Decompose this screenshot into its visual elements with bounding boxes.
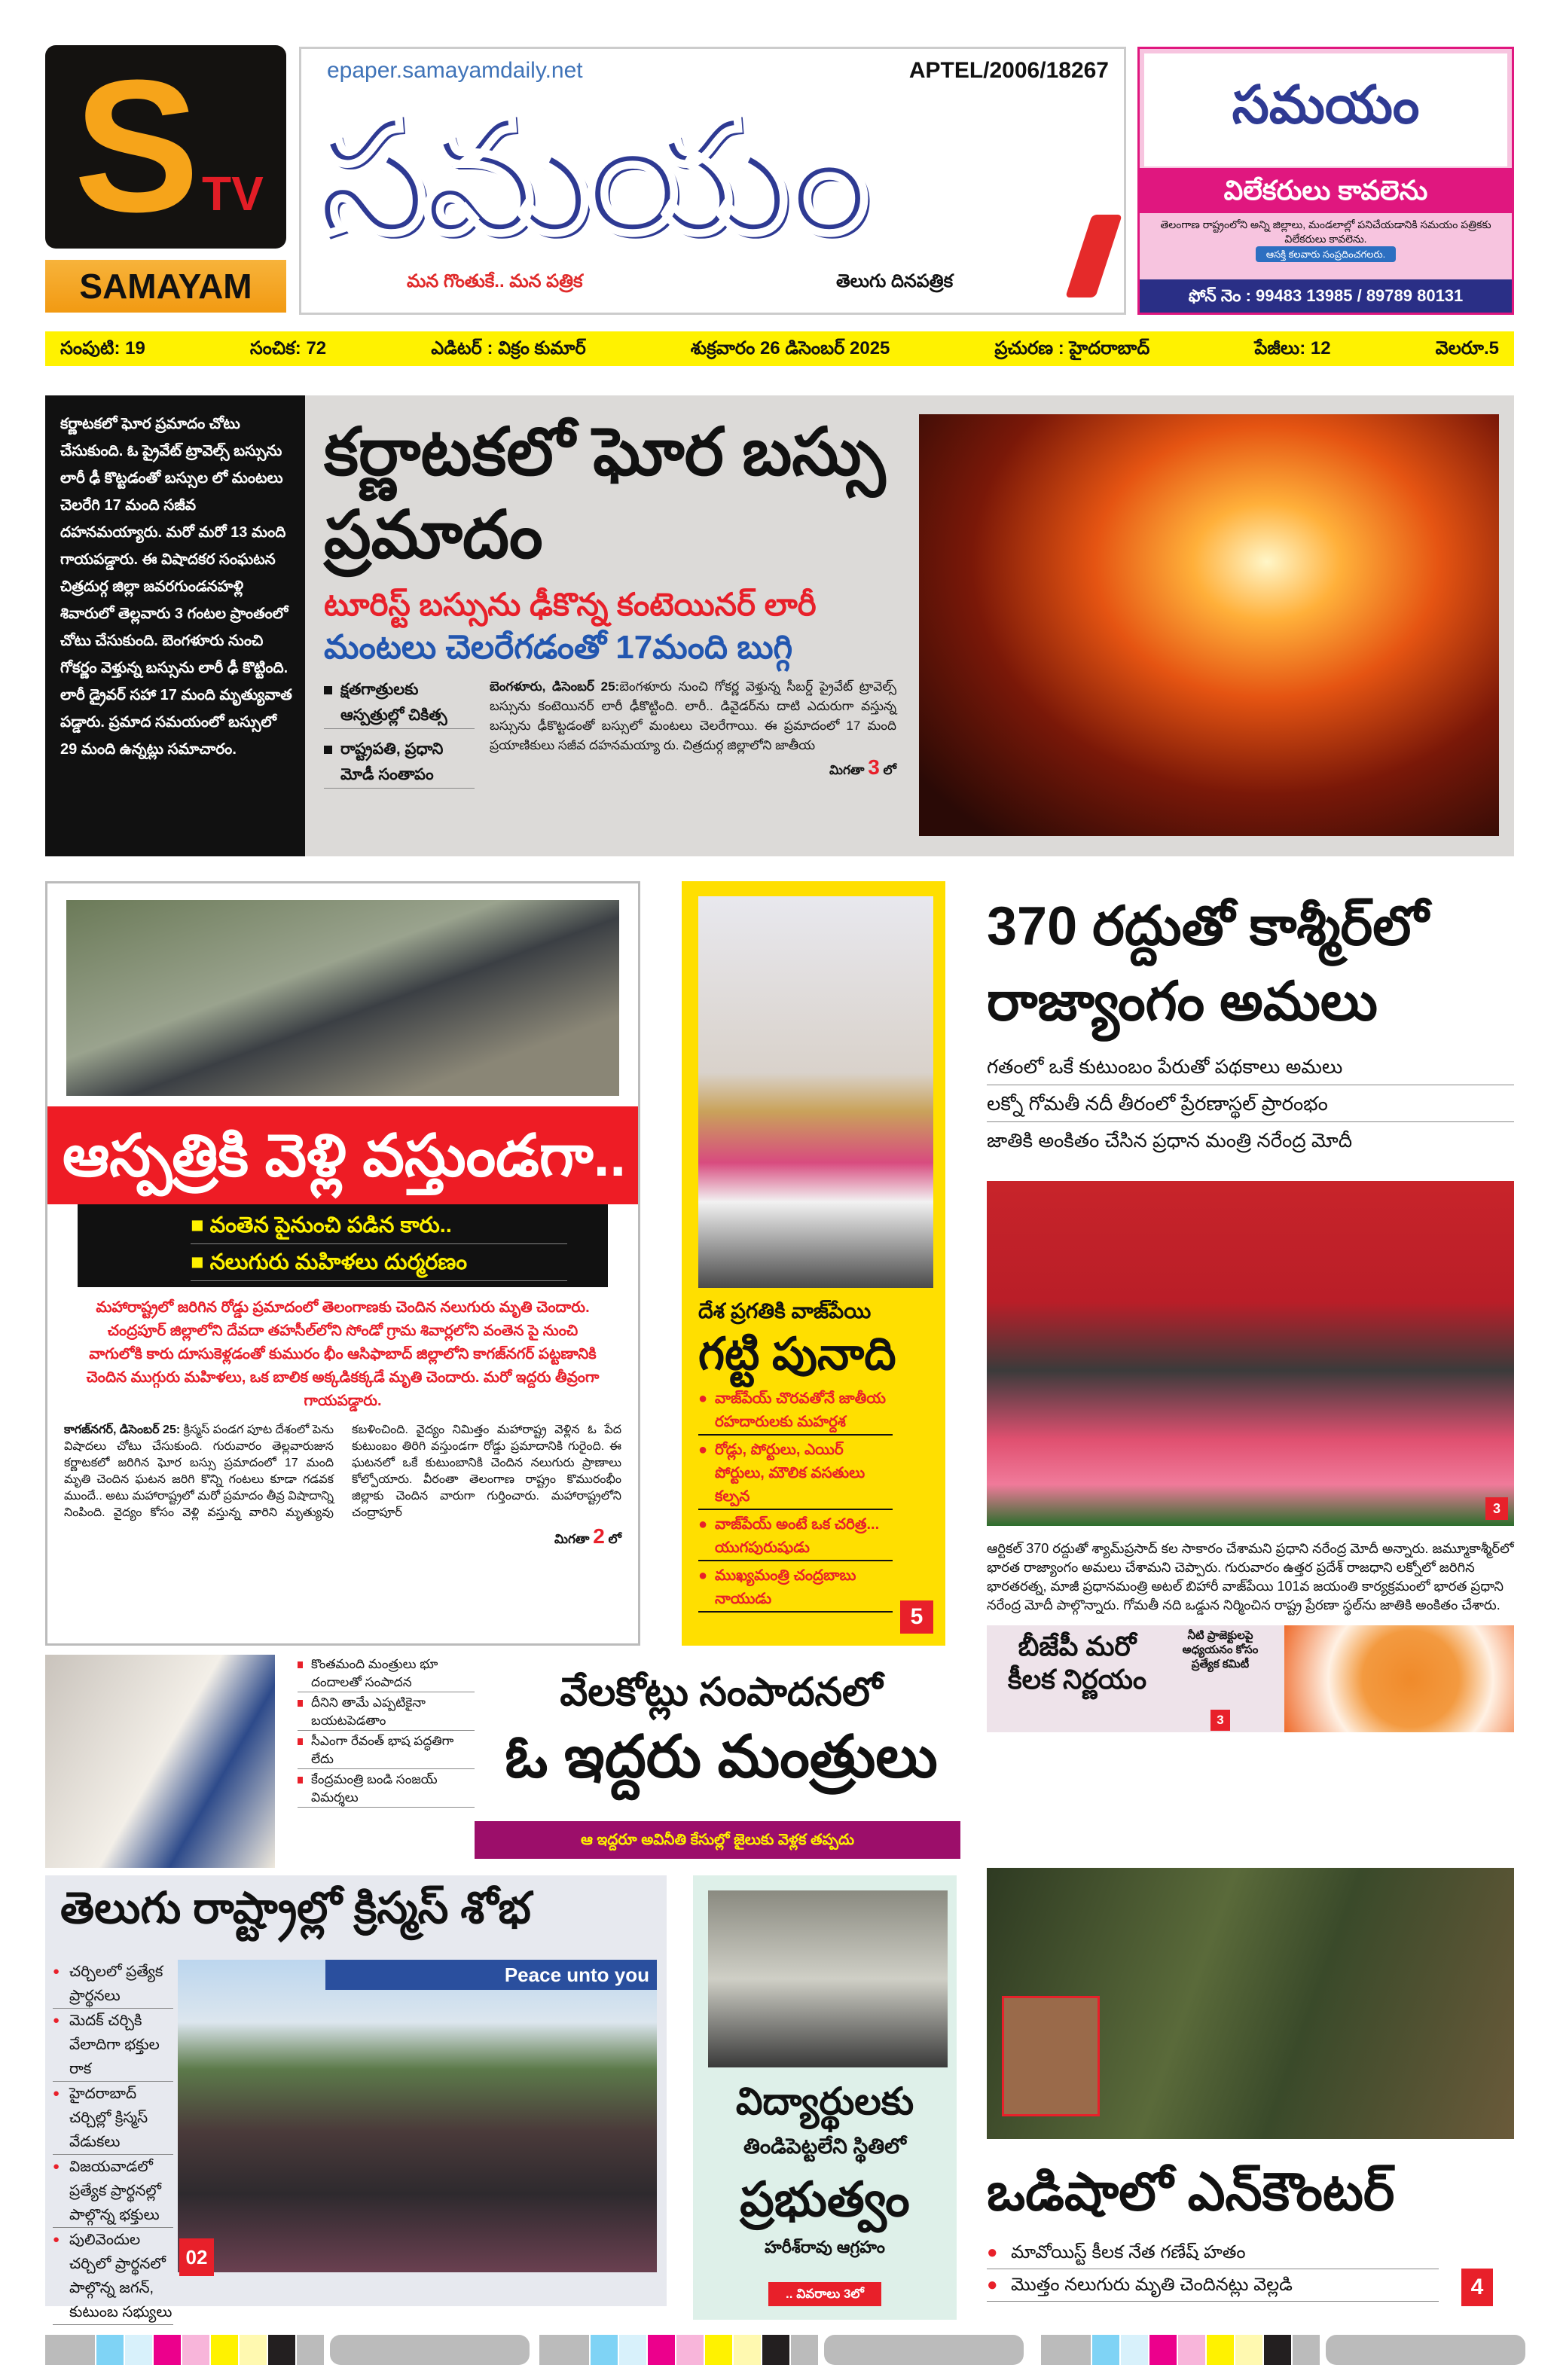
bus-fire-photo — [919, 414, 1499, 836]
christmas-bullets — [53, 1960, 173, 2325]
ad-phone: ఫోన్ నెం : 99483 13985 / 89789 80131 — [1140, 279, 1512, 313]
kashmir-subhead: జాతికి అంకితం చేసిన ప్రధాన మంత్రి నరేంద్ర మోదీ — [987, 1129, 1353, 1152]
stv-logo — [45, 41, 286, 316]
continued-suffix: లో — [883, 763, 896, 777]
editor: ఎడిటర్ : విక్రం కుమార్ — [431, 338, 586, 359]
bjp-headline[interactable]: బీజేపీ మరో కీలక నిర్ణయం — [1007, 1631, 1147, 1695]
page-ref-badge[interactable]: 5 — [900, 1600, 933, 1634]
kashmir-subheads — [987, 1048, 1514, 1158]
color-swatch — [45, 2335, 95, 2365]
bjp-story[interactable] — [987, 1625, 1514, 1732]
edition: ప్రచురణ : హైదరాబాద్ — [994, 338, 1150, 359]
color-registration-bars — [45, 2335, 1514, 2365]
dateline: కాగజ్‌నగర్, డిసెంబర్ 25: — [64, 1423, 181, 1436]
ad-text: తెలంగాణ రాష్ట్రంలోని అన్ని జిల్లాలు, మండలాల్లో పనిచేయడానికి సమయం పత్రికకు విలేకరులు కావలెను. — [1160, 218, 1491, 245]
christmas-bullet: ● చర్చిలలో ప్రత్యేక ప్రార్థనలు — [53, 1960, 173, 2009]
christmas-bullet: ● పులివెందుల చర్చిలో ప్రార్థనలో పాల్గొన్న జగన్, కుటుంబ సభ్యులు — [53, 2228, 173, 2325]
gray-bar — [1326, 2335, 1525, 2365]
minister-kicker: వేలకోట్లు సంపాదనలో — [560, 1671, 883, 1714]
encounter-bullet: ● మావోయిస్ట్ కీలక నేత గణేష్ హతం — [987, 2237, 1439, 2269]
vajpayee-bullet: ● రోడ్లు, పోర్టులు, ఎయిర్ పోర్టులు, మౌలిక వసతులు కల్పన — [698, 1439, 893, 1510]
students-headline-1[interactable]: విద్యార్థులకు — [735, 2080, 914, 2122]
bandi-sanjay-photo — [45, 1655, 275, 1868]
lead-body — [490, 677, 896, 796]
details-link[interactable]: .. వివరాలు 3లో — [768, 2282, 881, 2306]
harish-rao-students-photo — [708, 1890, 948, 2067]
page-ref-badge[interactable]: 3 — [1210, 1710, 1230, 1731]
kashmir-subhead: లక్నో గోమతీ నదీ తీరంలో ప్రేరణాస్థల్ ప్రారంభం — [987, 1085, 1514, 1122]
pen-nib-icon — [1065, 215, 1122, 298]
lead-subhead-blue: మంటలు చెలరేగడంతో 17మంది బుగ్గి — [324, 629, 793, 666]
price: వెలరూ.5 — [1435, 338, 1499, 359]
vajpayee-bullet: ● వాజ్‌పేయ్ చొరవతోనే జాతీయ రహదారులకు మహర్దశ — [698, 1387, 893, 1436]
masthead — [299, 47, 1126, 315]
recruitment-ad — [1137, 47, 1514, 315]
students-headline-3: ప్రభుత్వం — [740, 2172, 910, 2226]
vajpayee-statue-photo — [698, 896, 933, 1288]
continued-page: 2 — [593, 1524, 605, 1548]
color-swatch — [240, 2335, 267, 2365]
christmas-bullet: ● హైదరాబాద్ చర్చిల్లో క్రిస్మస్ వేడుకలు — [53, 2082, 173, 2155]
registration-number: APTEL/2006/18267 — [908, 58, 1109, 83]
epaper-url[interactable]: epaper.samayamdaily.net — [327, 58, 583, 83]
encounter-photo — [987, 1868, 1514, 2139]
pages: పేజీలు: 12 — [1254, 338, 1331, 359]
ganesh-inset-photo — [1002, 1996, 1100, 2116]
issue-info-strip — [45, 331, 1514, 366]
minister-headline[interactable] — [486, 1661, 957, 1789]
bjp-sub: నీటి ప్రాజెక్టులపై అధ్యయనం కోసం ప్రత్యేక కమిటీ — [1182, 1629, 1259, 1671]
vajpayee-headline[interactable]: గట్టి పునాది — [698, 1329, 896, 1379]
minister-headline-text: ఓ ఇద్దరు మంత్రులు — [505, 1723, 938, 1790]
dateline: బెంగళూరు, డిసెంబర్ 25: — [490, 679, 620, 694]
lead-bullet: క్షతగాత్రులకు ఆస్పత్రుల్లో చికిత్స — [324, 677, 475, 729]
color-swatch — [268, 2335, 295, 2365]
vajpayee-kicker: దేశ ప్రగతికి వాజ్‌పేయి — [698, 1299, 872, 1323]
minister-banner: ఆ ఇద్దరూ అవినీతి కేసుల్లో జైలుకు వెళ్లక తప్పదు — [475, 1821, 960, 1859]
vajpayee-story[interactable] — [682, 881, 945, 1646]
students-headline-2: తిండిపెట్టలేని స్థితిలో — [743, 2134, 906, 2158]
lead-bullet: రాష్ట్రపతి, ప్రధాని మోడీ సంతాపం — [324, 737, 475, 789]
minister-bullets — [298, 1655, 475, 1809]
color-swatch — [1041, 2335, 1091, 2365]
bjp-lotus-logo — [1284, 1625, 1514, 1732]
ad-heading: విలేకరులు కావలెను — [1140, 168, 1512, 213]
color-swatch — [1207, 2335, 1234, 2365]
color-swatch — [619, 2335, 646, 2365]
ad-title: సమయం — [1232, 75, 1420, 134]
gray-bar — [824, 2335, 1024, 2365]
color-swatch — [1092, 2335, 1119, 2365]
kashmir-headline[interactable]: 370 రద్దుతో కాశ్మీర్‌లో రాజ్యాంగం అమలు — [987, 896, 1429, 1032]
kashmir-column — [987, 889, 1514, 1732]
christmas-story[interactable] — [45, 1875, 667, 2320]
lead-subhead-red: టూరిస్ట్ బస్సును ఢీకొన్న కంటెయినర్ లారీ — [324, 587, 817, 622]
color-swatch — [125, 2335, 152, 2365]
lead-story[interactable] — [45, 395, 1514, 856]
minister-bullet: సీఎంగా రేవంత్ భాష పద్ధతిగా లేదు — [298, 1732, 475, 1769]
logo-tv: TV — [202, 166, 264, 221]
minister-bullet: కేంద్రమంత్రి బండి సంజయ్ విమర్శలు — [298, 1771, 475, 1808]
kashmir-body: ఆర్టికల్ 370 రద్దుతో శ్యామ్‌ప్రసాద్ కల సాకారం చేశామని ప్రధాని నరేంద్ర మోదీ అన్నారు. జమ్మూకాశ్మీర్‌లో భారత రాజ్యాంగం అమలు చేశామని చెప్పారు. గురువారం ఉత్తర ప్రదేశ్ రాజధాని లక్నోలో జరిగిన భారతరత్న, మాజీ ప్రధానమంత్రి అటల్ బిహారీ వాజ్‌పేయి 101వ జయంతి కార్యక్రమంలో భారత ప్రధాని నరేంద్ర మోదీ పాల్గొన్నారు. గోమతీ నది ఒడ్డున నిర్మించిన రాష్ట్ర ప్రేరణా స్థల్‌ను జాతికి అంకితం చేశారు. — [987, 1541, 1514, 1613]
lead-headline[interactable]: కర్ణాటకలో ఘోర బస్సు ప్రమాదం — [324, 414, 886, 572]
car-bullets — [78, 1204, 608, 1287]
color-swatch — [676, 2335, 704, 2365]
color-swatch — [211, 2335, 238, 2365]
lead-column — [324, 410, 896, 796]
color-swatch — [297, 2335, 324, 2365]
color-swatch — [762, 2335, 789, 2365]
color-swatch — [1178, 2335, 1205, 2365]
continued-page: 3 — [868, 755, 880, 779]
car-headline[interactable]: ఆస్పత్రికి వెళ్లి వస్తుండగా.. — [47, 1106, 638, 1204]
lead-body-text: బెంగళూరు నుంచి గోకర్ణ వెళ్తున్న సీబర్డ్ ప్రైవేట్ ట్రావెల్స్ బస్సును కంటెయినర్ లారీ ఢీకొట్టింది. లారీ.. డివైడర్‌ను దాటి ఎదురుగా వస్తున్న బస్సును ఢీకొట్టడంతో బస్సులో మంటలు చెలరేగాయి. ఈ ప్రమాదంలో 17 మంది ప్రయాణికులు సజీవ దహనమయ్యా రు. చిత్రదుర్గ జిల్లాలోని జాతీయ — [490, 679, 897, 752]
christmas-bullet: ● మెదక్ చర్చికి వేలాదిగా భక్తుల రాక — [53, 2009, 173, 2082]
subtitle: తెలుగు దినపత్రిక — [836, 271, 954, 291]
color-swatch — [705, 2335, 732, 2365]
car-body — [64, 1422, 621, 1521]
page-ref-badge[interactable]: 4 — [1461, 2269, 1493, 2306]
page-ref-badge[interactable]: 3 — [1485, 1497, 1508, 1520]
color-swatch — [648, 2335, 675, 2365]
ad-button: ఆసక్తి కలవారు సంప్రదించగలరు. — [1256, 246, 1397, 262]
continued-prefix: మిగతా — [554, 1532, 590, 1546]
modi-event-photo — [987, 1181, 1514, 1526]
newspaper-title: సమయం — [316, 84, 866, 269]
students-story[interactable] — [693, 1875, 957, 2320]
color-swatch — [1264, 2335, 1291, 2365]
gray-bar — [330, 2335, 530, 2365]
continued-prefix: మిగతా — [829, 763, 865, 777]
color-swatch — [154, 2335, 181, 2365]
color-swatch — [791, 2335, 818, 2365]
car-body-text: క్రిస్మస్ పండగ పూట దేశంలో పెను విషాదలు చోటు చేసుకుంది. గురువారం తెల్లవారుజున కర్ణాటకలో జరిగిన ఘోర బస్సు ప్రమాదంలో 17 మంది మృతి చెందిన ఘటన జరిగి కొన్ని గంటలు కూడా గడవక ముందే.. అటు మహారాష్ట్రలో మరో ప్రమాదం తీవ్ర విషాదాన్ని నింపింది. వైద్యం కోసం వెళ్లి వస్తున్న వారిని మృత్యువు కబళించింది. వైద్యం నిమిత్తం మహారాష్ట్ర వెళ్లిన ఓ పేద కుటుంబం తిరిగి వస్తుండగా రోడ్డు ప్రమాదానికి గురైంది. ఈ ఘటనలో ఒకే కుటుంబానికి చెందిన నలుగురు ప్రాణాలు కోల్పోయారు. వీరంతా తెలంగాణ రాష్ట్రం కొమురంభీం జిల్లాకు చెందిన వారుగా గుర్తించారు. మహారాష్ట్రలోని చంద్రాపూర్ — [64, 1423, 621, 1519]
color-swatch — [539, 2335, 589, 2365]
students-kicker: హరీశ్‌రావు ఆగ్రహం — [765, 2238, 885, 2256]
minister-bullet: దీనిని తామే ఎప్పటికైనా బయటపెడతాం — [298, 1694, 475, 1731]
issue: సంచిక: 72 — [249, 338, 327, 359]
color-swatch — [1293, 2335, 1320, 2365]
continued-link[interactable] — [490, 755, 896, 781]
encounter-headline[interactable]: ఒడిషాలో ఎన్‌కౌంటర్ — [987, 2162, 1395, 2221]
vajpayee-bullets — [698, 1387, 893, 1616]
continued-link[interactable] — [47, 1524, 621, 1550]
vajpayee-bullet: ● వాజ్‌పేయ్ అంటే ఒక చరిత్ర... యుగపురుషుడు — [698, 1513, 893, 1561]
tagline: మన గొంతుకే.. మన పత్రిక — [407, 271, 583, 291]
color-swatch — [182, 2335, 209, 2365]
date: శుక్రవారం 26 డిసెంబర్ 2025 — [690, 338, 890, 359]
color-swatch — [734, 2335, 761, 2365]
church-crowd-photo — [178, 1960, 657, 2272]
lead-summary: కర్ణాటకలో ఘోర ప్రమాదం చోటు చేసుకుంది. ఓ ప్రైవేట్ ట్రావెల్స్ బస్సును లారీ ఢీ కొట్టడంతో బస్సుల లో మంటలు చెలరేగి 17 మంది సజీవ దహనమయ్యారు. మరో మరో 13 మంది గాయపడ్డారు. ఈ విషాదకర సంఘటన చిత్రదుర్గ జిల్లా జవరగుండనహళ్లి శివారులో తెల్లవారు 3 గంటల ప్రాంతంలో చోటు చేసుకుంది. బెంగళూరు నుంచి గోకర్ణం వెళ్తున్న బస్సును లారీ ఢీ కొట్టింది. లారీ డ్రైవర్ సహా 17 మంది మృత్యువాత పడ్డారు. ప్రమాద సమయంలో బస్సులో 29 మంది ఉన్నట్లు సమాచారం. — [45, 395, 305, 856]
encounter-bullet: ● మొత్తం నలుగురు మృతి చెందినట్లు వెల్లడి — [987, 2269, 1439, 2302]
color-swatch — [1235, 2335, 1262, 2365]
volume: సంపుటి: 19 — [60, 338, 145, 359]
continued-suffix: లో — [608, 1532, 621, 1546]
minister-bullet: కొంతమంది మంత్రులు భూ దందాలతో సంపాదన — [298, 1655, 475, 1692]
logo-text: SAMAYAM — [45, 260, 286, 313]
page-ref-badge[interactable]: 02 — [179, 2238, 214, 2276]
color-swatch — [1149, 2335, 1177, 2365]
kashmir-subhead: గతంలో ఒకే కుటుంబం పేరుతో పథకాలు అమలు — [987, 1048, 1514, 1085]
car-bullet: ■ వంతెన పైనుంచి పడిన కారు.. — [191, 1207, 567, 1244]
christmas-bullet: ● విజయవాడలో ప్రత్యేక ప్రార్థనల్లో పాల్గొన్న భక్తులు — [53, 2155, 173, 2228]
color-swatch — [591, 2335, 618, 2365]
vajpayee-bullet: ● ముఖ్యమంత్రి చంద్రబాబు నాయుడు — [698, 1564, 893, 1613]
car-bullet: ■ నలుగురు మహిళలు దుర్మరణం — [191, 1244, 567, 1281]
church-sign: Peace unto you — [325, 1960, 657, 1990]
color-swatch — [96, 2335, 124, 2365]
encounter-bullets — [987, 2237, 1439, 2302]
lead-bullets — [324, 677, 475, 796]
car-intro: మహారాష్ట్రలో జరిగిన రోడ్డు ప్రమాదంలో తెలంగాణకు చెందిన నలుగురు మృతి చెందారు. చంద్రపూర్ జిల్లాలోని దేవదా తహసీల్‌లోని సోండో గ్రామ శివార్లలోని వంతెన పై నుంచి వాగులోకి కారు దూసుకెళ్లడంతో కుమురం భీం ఆసిఫాబాద్ జిల్లాలోని కాగజ్‌నగర్ పట్టణానికి చెందిన ముగ్గురు మహిళలు, ఒక బాలిక అక్కడికక్కడే మృతి చెందారు. మరో ఇద్దరు తీవ్రంగా గాయపడ్డారు. — [86, 1299, 600, 1409]
car-accident-story[interactable] — [45, 881, 640, 1646]
overturned-car-photo — [66, 900, 619, 1096]
christmas-headline[interactable]: తెలుగు రాష్ట్రాల్లో క్రిస్మస్ శోభ — [60, 1884, 531, 1933]
color-swatch — [1121, 2335, 1148, 2365]
logo-letter: S — [74, 41, 200, 251]
